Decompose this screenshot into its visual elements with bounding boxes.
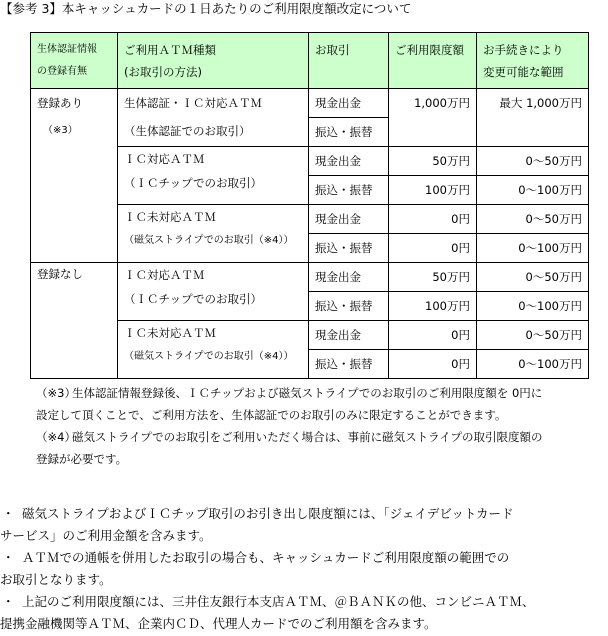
limit-cell: 100万円: [389, 292, 477, 321]
atm-type-cell: ＩＣ対応ＡＴＭ （ＩＣチップでのお取引）: [118, 147, 309, 205]
limit-cell: 0円: [389, 205, 477, 234]
footnote-text: 生体認証情報登録後、ＩＣチップおよび磁気ストライプでのお取引のご利用限度額を 0円に: [72, 386, 543, 400]
header-transaction: お取引: [309, 33, 389, 89]
range-cell: 0～50万円: [477, 321, 589, 350]
transaction-cell: 振込・振替: [309, 234, 389, 263]
range-cell: 最大 1,000万円: [477, 89, 589, 147]
registration-cell: 登録なし: [31, 263, 118, 379]
header-limit: ご利用限度額: [389, 33, 477, 89]
transaction-cell: 振込・振替: [309, 350, 389, 379]
transaction-cell: 振込・振替: [309, 176, 389, 205]
header-bio-info: 生体認証情報 の登録有無: [31, 33, 118, 89]
footnotes: [36, 382, 596, 470]
transaction-cell: 振込・振替: [309, 292, 389, 321]
transaction-cell: 現金出金: [309, 205, 389, 234]
footnote-3: [36, 382, 596, 404]
footnote-4: [36, 426, 596, 448]
header-changeable: お手続きにより 変更可能な範囲: [477, 33, 589, 89]
limit-cell: 0円: [389, 234, 477, 263]
transaction-cell: 現金出金: [309, 321, 389, 350]
range-cell: 0～50万円: [477, 147, 589, 176]
atm-type-cell: ＩＣ対応ＡＴＭ （ＩＣチップでのお取引）: [118, 263, 309, 321]
range-cell: 0～50万円: [477, 205, 589, 234]
limit-cell: 0円: [389, 350, 477, 379]
list-item: [0, 591, 608, 613]
table-row: [31, 89, 589, 118]
transaction-cell: 現金出金: [309, 89, 389, 118]
transaction-cell: 振込・振替: [309, 118, 389, 147]
atm-type-cell: ＩＣ未対応ＡＴＭ （磁気ストライプでのお取引（※4））: [118, 321, 309, 379]
atm-type-cell: 生体認証・ＩＣ対応ＡＴＭ （生体認証でのお取引）: [118, 89, 309, 147]
limit-cell: 50万円: [389, 263, 477, 292]
list-item: [0, 547, 608, 569]
header-atm-type: ご利用ＡＴＭ種類 (お取引の方法): [118, 33, 309, 89]
range-cell: 0～100万円: [477, 292, 589, 321]
limit-table: [30, 32, 589, 379]
atm-type-cell: ＩＣ未対応ＡＴＭ （磁気ストライプでのお取引（※4））: [118, 205, 309, 263]
footnote-mark: （※4）: [36, 430, 76, 444]
limit-cell: 1,000万円: [389, 89, 477, 147]
range-cell: 0～100万円: [477, 350, 589, 379]
range-cell: 0～50万円: [477, 263, 589, 292]
bullet-text: 上記のご利用限度額には、三井住友銀行本支店ＡＴＭ、＠ＢＡＮＫの他、コンビニＡＴＭ、: [22, 594, 535, 609]
limit-cell: 50万円: [389, 147, 477, 176]
limit-cell: 0円: [389, 321, 477, 350]
bullet-text: サービス」のご利用金額を含みます。: [0, 528, 212, 543]
transaction-cell: 現金出金: [309, 263, 389, 292]
footnote-text: 登録が必要です。: [36, 452, 128, 466]
transaction-cell: 現金出金: [309, 147, 389, 176]
footnote-text: 磁気ストライプでのお取引をご利用いただく場合は、事前に磁気ストライプの取引限度額の: [72, 430, 543, 444]
page-title: 【参考 3】本キャッシュカードの１日あたりのご利用限度額改定について: [0, 1, 412, 16]
bullet-mark: ・: [2, 506, 15, 521]
footnote-mark: （※3）: [36, 386, 76, 400]
bullet-text: ＡＴＭでの通帳を併用したお取引の場合も、キャッシュカードご利用限度額の範囲での: [22, 550, 510, 565]
bullet-mark: ・: [2, 550, 15, 565]
bullet-list: [0, 503, 608, 635]
bullet-mark: ・: [2, 594, 15, 609]
bullet-text: 磁気ストライプおよびＩＣチップ取引のお引き出し限度額には、「ジェイデビットカード: [22, 506, 514, 521]
table-row: [31, 263, 589, 292]
footnote-text: 設定して頂くことで、ご利用方法を、生体認証でのお取引のみに限定することができます。: [36, 408, 507, 422]
bullet-text: お取引となります。: [0, 572, 112, 587]
range-cell: 0～100万円: [477, 176, 589, 205]
limit-cell: 100万円: [389, 176, 477, 205]
bullet-text: 提携金融機関等ＡＴＭ、企業内ＣＤ、代理人カードでのご利用額を含みます。: [0, 616, 437, 631]
list-item: [0, 503, 608, 525]
range-cell: 0～100万円: [477, 234, 589, 263]
table-header-row: [31, 33, 589, 89]
registration-cell: 登録あり （※3）: [31, 89, 118, 263]
